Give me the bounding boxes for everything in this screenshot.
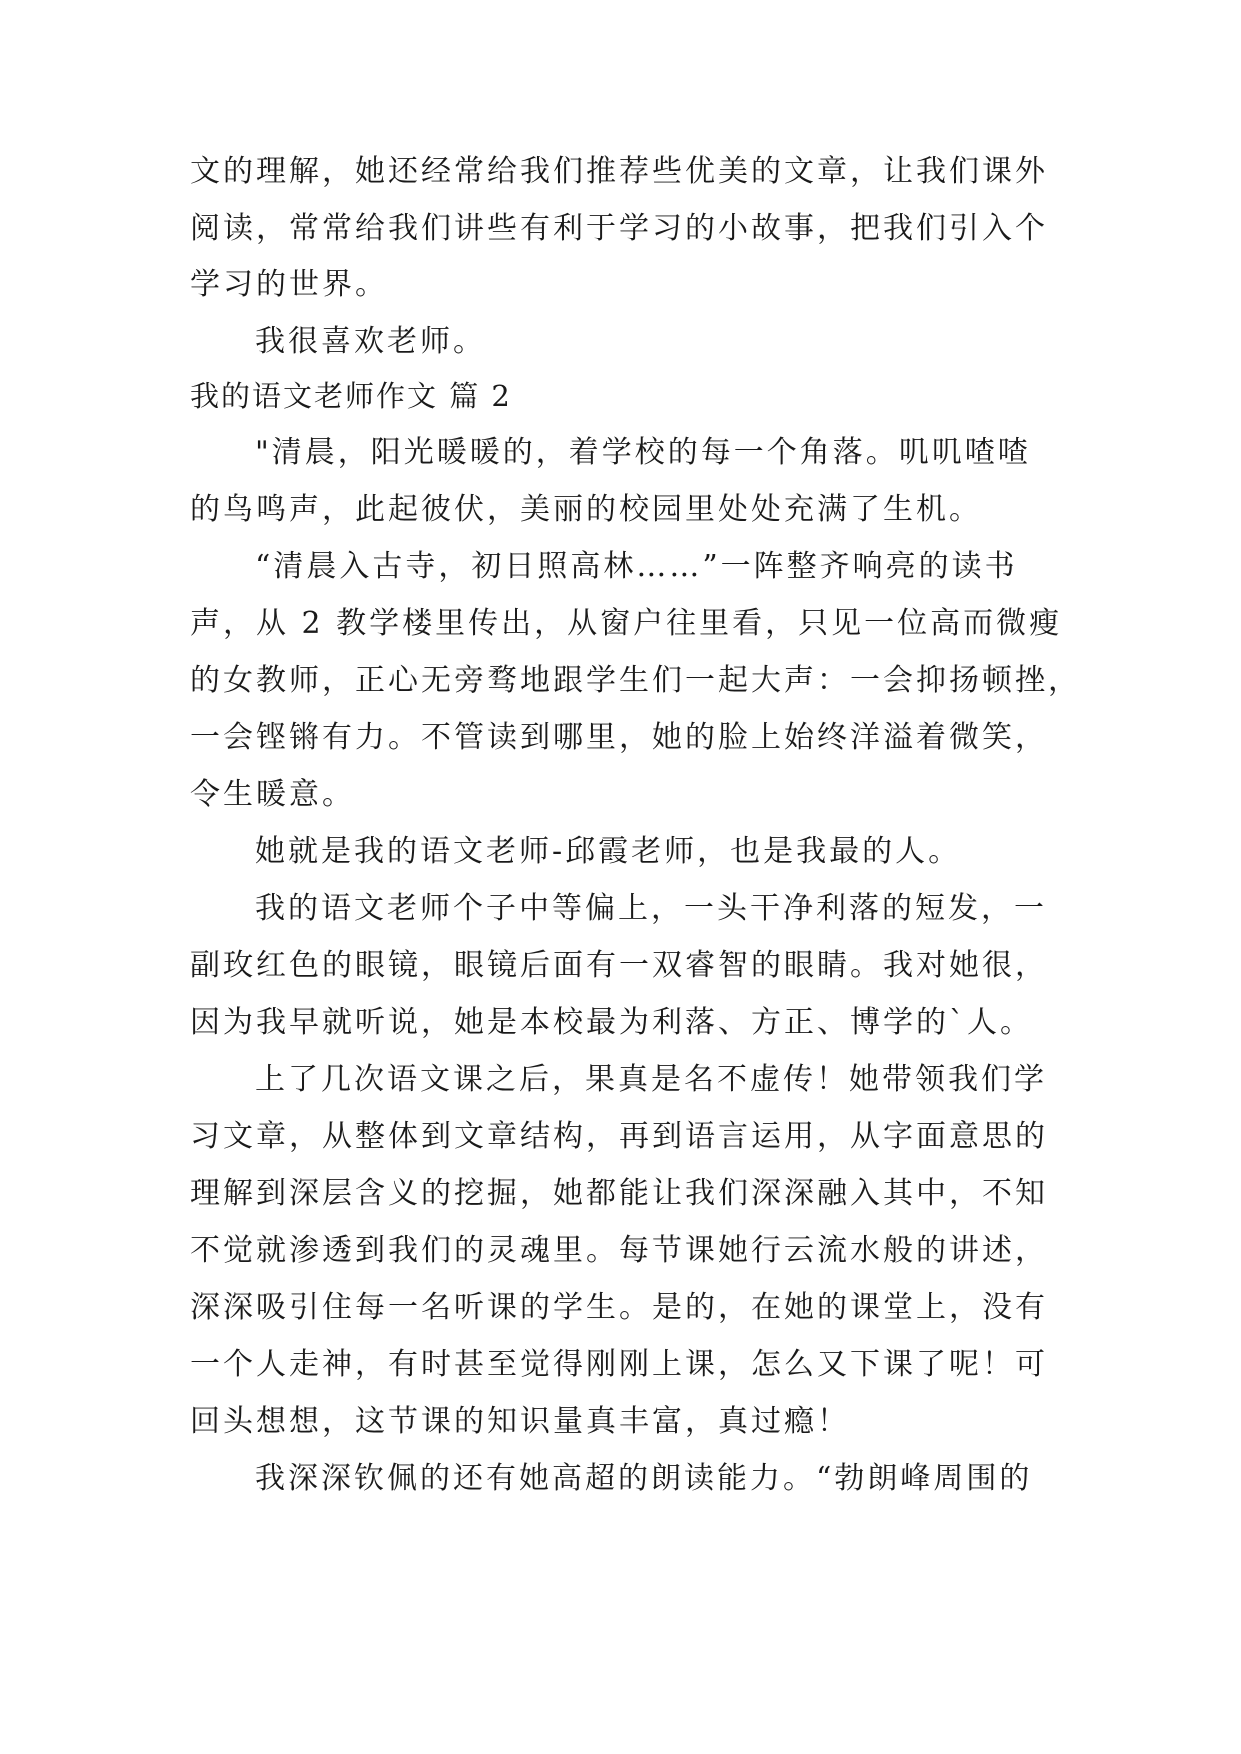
paragraph-line: 我很喜欢老师。	[255, 324, 486, 359]
paragraph-line: 一会铿锵有力。不管读到哪里，她的脸上始终洋溢着微笑，	[190, 720, 1048, 755]
paragraph-line: 的女教师，正心无旁骛地跟学生们一起大声：一会抑扬顿挫，	[190, 663, 1081, 698]
paragraph-line: 副玫红色的眼镜，眼镜后面有一双睿智的眼睛。我对她很，	[190, 948, 1048, 983]
paragraph-line: 令生暖意。	[190, 777, 355, 812]
paragraph-line: 一个人走神，有时甚至觉得刚刚上课，怎么又下课了呢！可	[190, 1347, 1048, 1382]
paragraph-line: 的鸟鸣声，此起彼伏，美丽的校园里处处充满了生机。	[190, 492, 982, 527]
paragraph-line: 我的语文老师个子中等偏上，一头干净利落的短发，一	[255, 891, 1047, 926]
paragraph-line: 因为我早就听说，她是本校最为利落、方正、博学的`人。	[190, 1005, 1033, 1040]
paragraph-line: "清晨，阳光暖暖的，着学校的每一个角落。叽叽喳喳	[255, 435, 1031, 470]
paragraph-line: 学习的世界。	[190, 267, 388, 302]
paragraph-line: 理解到深层含义的挖掘，她都能让我们深深融入其中，不知	[190, 1176, 1048, 1211]
paragraph-line: 习文章，从整体到文章结构，再到语言运用，从字面意思的	[190, 1119, 1048, 1154]
paragraph-line: 我深深钦佩的还有她高超的朗读能力。“勃朗峰周围的	[255, 1461, 1033, 1496]
paragraph-line: “清晨入古寺，初日照高林……”一阵整齐响亮的读书	[255, 549, 1018, 584]
paragraph-line: 阅读，常常给我们讲些有利于学习的小故事，把我们引入个	[190, 211, 1048, 246]
paragraph-line: 不觉就渗透到我们的灵魂里。每节课她行云流水般的讲述，	[190, 1233, 1048, 1268]
paragraph-line: 上了几次语文课之后，果真是名不虚传！她带领我们学	[255, 1062, 1047, 1097]
section-heading: 我的语文老师作文 篇 2	[190, 379, 512, 413]
paragraph-line: 她就是我的语文老师-邱霞老师，也是我最的人。	[255, 834, 962, 869]
paragraph-line: 声，从 2 教学楼里传出，从窗户往里看，只见一位高而微瘦	[190, 606, 1063, 641]
paragraph-line: 回头想想，这节课的知识量真丰富，真过瘾！	[190, 1404, 850, 1439]
paragraph-line: 文的理解，她还经常给我们推荐些优美的文章，让我们课外	[190, 154, 1048, 189]
paragraph-line: 深深吸引住每一名听课的学生。是的，在她的课堂上，没有	[190, 1290, 1048, 1325]
